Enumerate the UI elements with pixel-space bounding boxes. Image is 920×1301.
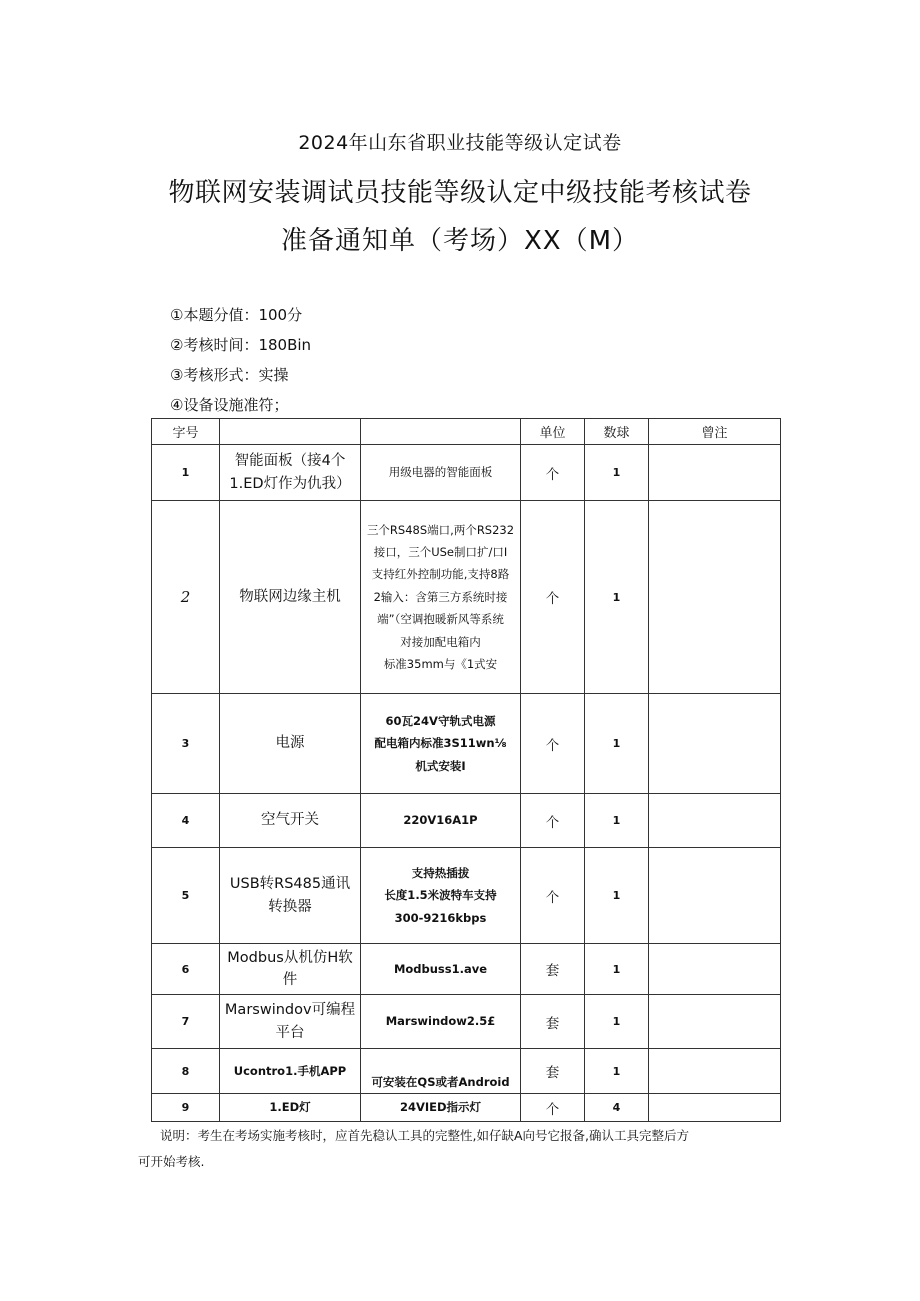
info-time: ②考核时间：180Bin <box>170 336 312 354</box>
spec-line: 配电箱内标准3S11wn⅛ <box>374 736 507 751</box>
document-title-line1: 2024年山东省职业技能等级认定试卷 <box>298 132 622 154</box>
header-remarks: 曾注 <box>649 419 781 445</box>
table-row <box>152 794 781 848</box>
info-form: ③考核形式：实操 <box>170 366 289 384</box>
row-remarks <box>649 995 781 1049</box>
row-name: 1.ED灯 <box>220 1094 361 1122</box>
row-index: 4 <box>152 794 220 848</box>
note-line2: 可开始考核. <box>138 1154 205 1169</box>
table-row <box>152 995 781 1049</box>
row-spec <box>361 848 521 944</box>
spec-line: 对接加配电箱内 <box>400 634 481 649</box>
row-index: 7 <box>152 995 220 1049</box>
spec-line: 长度1.5米波特车支持 <box>384 888 497 903</box>
spec-line: 标准35mm与《1式安 <box>383 657 498 672</box>
row-quantity: 1 <box>585 848 649 944</box>
table-row <box>152 1049 781 1094</box>
row-quantity: 1 <box>585 794 649 848</box>
row-name: 电源 <box>220 694 361 794</box>
row-name: Modbus从机仿H软件 <box>220 944 361 995</box>
spec-line: Marswindow2.5£ <box>385 1014 496 1029</box>
info-score: ①本题分值：100分 <box>170 306 303 324</box>
row-unit: 个 <box>521 1094 585 1122</box>
row-remarks <box>649 944 781 995</box>
spec-line: 24VIED指示灯 <box>399 1100 482 1115</box>
row-quantity: 1 <box>585 445 649 501</box>
row-index: 3 <box>152 694 220 794</box>
row-remarks <box>649 794 781 848</box>
header-unit: 单位 <box>521 419 585 445</box>
spec-line: 2输入：含第三方系统时接 <box>373 589 508 604</box>
spec-line: Modbuss1.ave <box>393 961 488 976</box>
row-spec <box>361 1094 521 1122</box>
row-spec <box>361 1049 521 1094</box>
row-unit: 个 <box>521 501 585 694</box>
header-spec <box>361 419 521 445</box>
row-remarks <box>649 445 781 501</box>
spec-line: 220V16A1P <box>403 813 478 828</box>
spec-line: 端”（空调抱暖新风等系统 <box>377 612 504 627</box>
row-remarks <box>649 848 781 944</box>
header-quantity: 数球 <box>585 419 649 445</box>
table-row <box>152 694 781 794</box>
spec-line: 支持热插拔 <box>411 865 470 880</box>
row-quantity: 4 <box>585 1094 649 1122</box>
row-name: USB转RS485通讯 转换器 <box>220 848 361 944</box>
spec-line: 300-9216kbps <box>394 910 487 925</box>
row-index: 5 <box>152 848 220 944</box>
row-spec <box>361 694 521 794</box>
row-remarks <box>649 1049 781 1094</box>
row-name: 物联网边缘主机 <box>220 501 361 694</box>
table-header-row <box>152 419 781 445</box>
row-spec <box>361 501 521 694</box>
row-unit: 个 <box>521 694 585 794</box>
row-spec <box>361 944 521 995</box>
row-spec <box>361 445 521 501</box>
spec-line: 60瓦24V守轨式电源 <box>385 713 496 728</box>
row-spec <box>361 995 521 1049</box>
table-row <box>152 445 781 501</box>
equipment-table <box>151 418 781 1122</box>
table-row <box>152 1094 781 1122</box>
row-unit: 套 <box>521 995 585 1049</box>
row-index: 6 <box>152 944 220 995</box>
row-unit: 套 <box>521 944 585 995</box>
table-row <box>152 848 781 944</box>
spec-line: 机式安装I <box>415 758 466 773</box>
row-name: 智能面板（接4个 1.ED灯作为仇我） <box>220 445 361 501</box>
spec-line: 用级电器的智能面板 <box>388 465 493 480</box>
row-remarks <box>649 694 781 794</box>
row-quantity: 1 <box>585 694 649 794</box>
table-row <box>152 501 781 694</box>
spec-line: 支持红外控制功能,支持8路 <box>371 567 510 582</box>
row-quantity: 1 <box>585 501 649 694</box>
spec-line: 三个RS48S端口,两个RS232 <box>366 522 515 537</box>
document-title-line3: 准备通知单（考场）XX（M） <box>280 226 640 256</box>
row-index: 8 <box>152 1049 220 1094</box>
row-index: 1 <box>152 445 220 501</box>
row-spec <box>361 794 521 848</box>
row-index: 9 <box>152 1094 220 1122</box>
row-name: Ucontro1.手机APP <box>220 1049 361 1094</box>
note-line1: 说明：考生在考场实施考核时，应首先稳认工具的完整性,如仔缺A向号它报备,确认工具完整后方 <box>160 1128 689 1143</box>
row-quantity: 1 <box>585 995 649 1049</box>
row-index: 2 <box>152 501 220 694</box>
header-index: 字号 <box>152 419 220 445</box>
header-name <box>220 419 361 445</box>
row-unit: 个 <box>521 848 585 944</box>
info-equipment: ④设备设施准符； <box>170 396 289 414</box>
row-name: Marswindov可编程 平台 <box>220 995 361 1049</box>
row-unit: 个 <box>521 794 585 848</box>
row-remarks <box>649 501 781 694</box>
row-quantity: 1 <box>585 1049 649 1094</box>
row-unit: 个 <box>521 445 585 501</box>
row-name: 空气开关 <box>220 794 361 848</box>
table-row <box>152 944 781 995</box>
row-quantity: 1 <box>585 944 649 995</box>
row-remarks <box>649 1094 781 1122</box>
document-title-line2: 物联网安装调试员技能等级认定中级技能考核试卷 <box>168 178 752 208</box>
spec-line: 可安装在QS或者Android <box>371 1074 510 1089</box>
spec-line: 接口，三个USe制口扩/口I <box>373 544 508 559</box>
row-unit: 套 <box>521 1049 585 1094</box>
